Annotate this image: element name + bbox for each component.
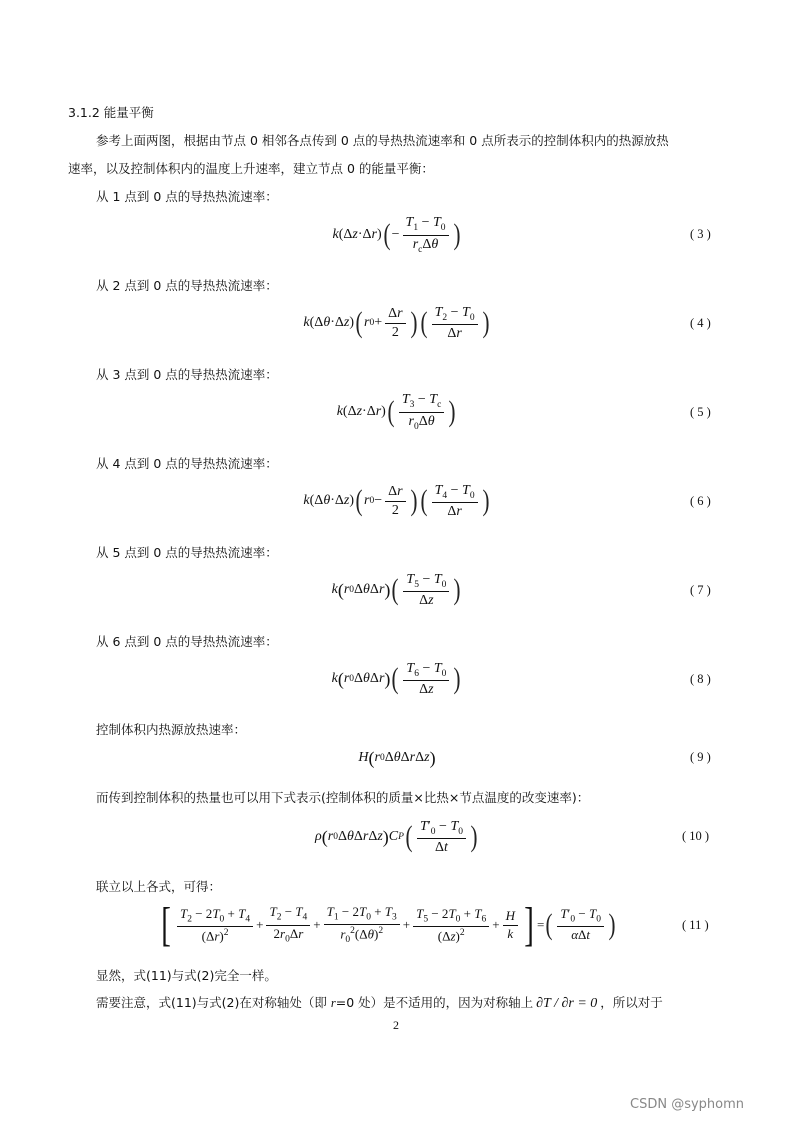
equation-11: [ $\frac{T_2 - 2T_0 + T_4}{(\Delta r)^2}$ + $\frac{T_2 - T_4}{2r_0\Delta r}$ + $\frac{T_1 - 2T_0 + T_3}{r_0^2(\Delta\theta)^2}$ + $\frac{T_5 - 2T_0 + T_6}{(\Delta z)^2}$ + $\frac{H}{k}$ ] = ( $\frac{T'_0 - T_0}{\text{αΔt}}$ ) xyxy=(161,898,616,951)
conclusion-line: 显然，式(11)与式(2)完全一样。 xyxy=(96,968,277,983)
equation-number-8: ( 8 ) xyxy=(690,672,711,686)
equation-5: k (Δ z ·Δ r ) ( $\frac{T_3 - T_c}{r_0\Delta\theta}$ ) xyxy=(336,392,456,432)
label-heat-stored: 而传到控制体积的热量也可以用下式表示(控制体积的质量×比热×节点温度的改变速率)： xyxy=(96,790,590,805)
equation-number-5: ( 5 ) xyxy=(690,405,711,419)
equation-6: k (Δ θ ·Δ z ) ( r 0 − $\frac{\Delta r}{2}$ ) ( $\frac{T_4 - T_0}{\Delta r}$ ) xyxy=(303,482,490,519)
equation-9: H ( r 0 Δ θ Δ r Δ z ) xyxy=(358,748,436,768)
note-math: ∂T / ∂r = 0 xyxy=(536,996,598,1011)
equation-8: k ( r 0 Δ θ Δ r ) ( $\frac{T_6 - T_0}{\Delta z}$ ) xyxy=(331,660,461,697)
label-from-point-3: 从 3 点到 0 点的导热热流速率： xyxy=(96,367,278,382)
label-combine: 联立以上各式，可得： xyxy=(96,879,222,894)
watermark: CSDN @syphomn xyxy=(630,1097,745,1112)
label-from-point-2: 从 2 点到 0 点的导热热流速率： xyxy=(96,278,278,293)
equation-number-4: ( 4 ) xyxy=(690,316,711,330)
note-prefix: 需要注意，式(11)与式(2)在对称轴处（即 xyxy=(96,995,331,1010)
equation-number-3: ( 3 ) xyxy=(690,227,711,241)
page-number: 2 xyxy=(393,1018,399,1032)
equation-10: ρ ( r 0 Δ θ Δ r Δ z ) C P ( $\frac{T'_0 - T_0}{\Delta t}$ ) xyxy=(315,818,478,855)
section-heading: 3.1.2 能量平衡 xyxy=(68,105,154,120)
label-from-point-5: 从 5 点到 0 点的导热热流速率： xyxy=(96,545,278,560)
equation-7: k ( r 0 Δ θ Δ r ) ( $\frac{T_5 - T_0}{\Delta z}$ ) xyxy=(331,571,461,608)
note-line xyxy=(96,993,663,1012)
label-from-point-6: 从 6 点到 0 点的导热热流速率： xyxy=(96,634,278,649)
note-r-symbol: r xyxy=(330,996,336,1010)
label-from-point-4: 从 4 点到 0 点的导热热流速率： xyxy=(96,456,278,471)
note-mid: =0 处）是不适用的，因为对称轴上 xyxy=(335,995,534,1010)
equation-3: k (Δ z ·Δ r ) ( − $\frac{T_1 - T_0}{r_c\Delta\theta}$ ) xyxy=(332,215,461,255)
equation-number-11: ( 11 ) xyxy=(682,918,709,932)
equation-number-10: ( 10 ) xyxy=(682,829,710,843)
equation-number-6: ( 6 ) xyxy=(690,494,711,508)
label-from-point-1: 从 1 点到 0 点的导热热流速率： xyxy=(96,189,278,204)
intro-paragraph-line-1: 参考上面两图，根据由节点 0 相邻各点传到 0 点的导热热流速率和 0 点所表示的控制体积内的热源放热 xyxy=(96,133,669,148)
label-heat-source: 控制体积内热源放热速率： xyxy=(96,722,247,737)
equation-number-7: ( 7 ) xyxy=(690,583,711,597)
equation-number-9: ( 9 ) xyxy=(690,750,711,764)
intro-paragraph-line-2: 速率，以及控制体积内的温度上升速率，建立节点 0 的能量平衡： xyxy=(68,161,434,176)
note-suffix: ，所以对于 xyxy=(600,995,663,1010)
equation-4: k (Δ θ ·Δ z ) ( r 0 + $\frac{\Delta r}{2}$ ) ( $\frac{T_2 - T_0}{\Delta r}$ ) xyxy=(303,304,490,341)
